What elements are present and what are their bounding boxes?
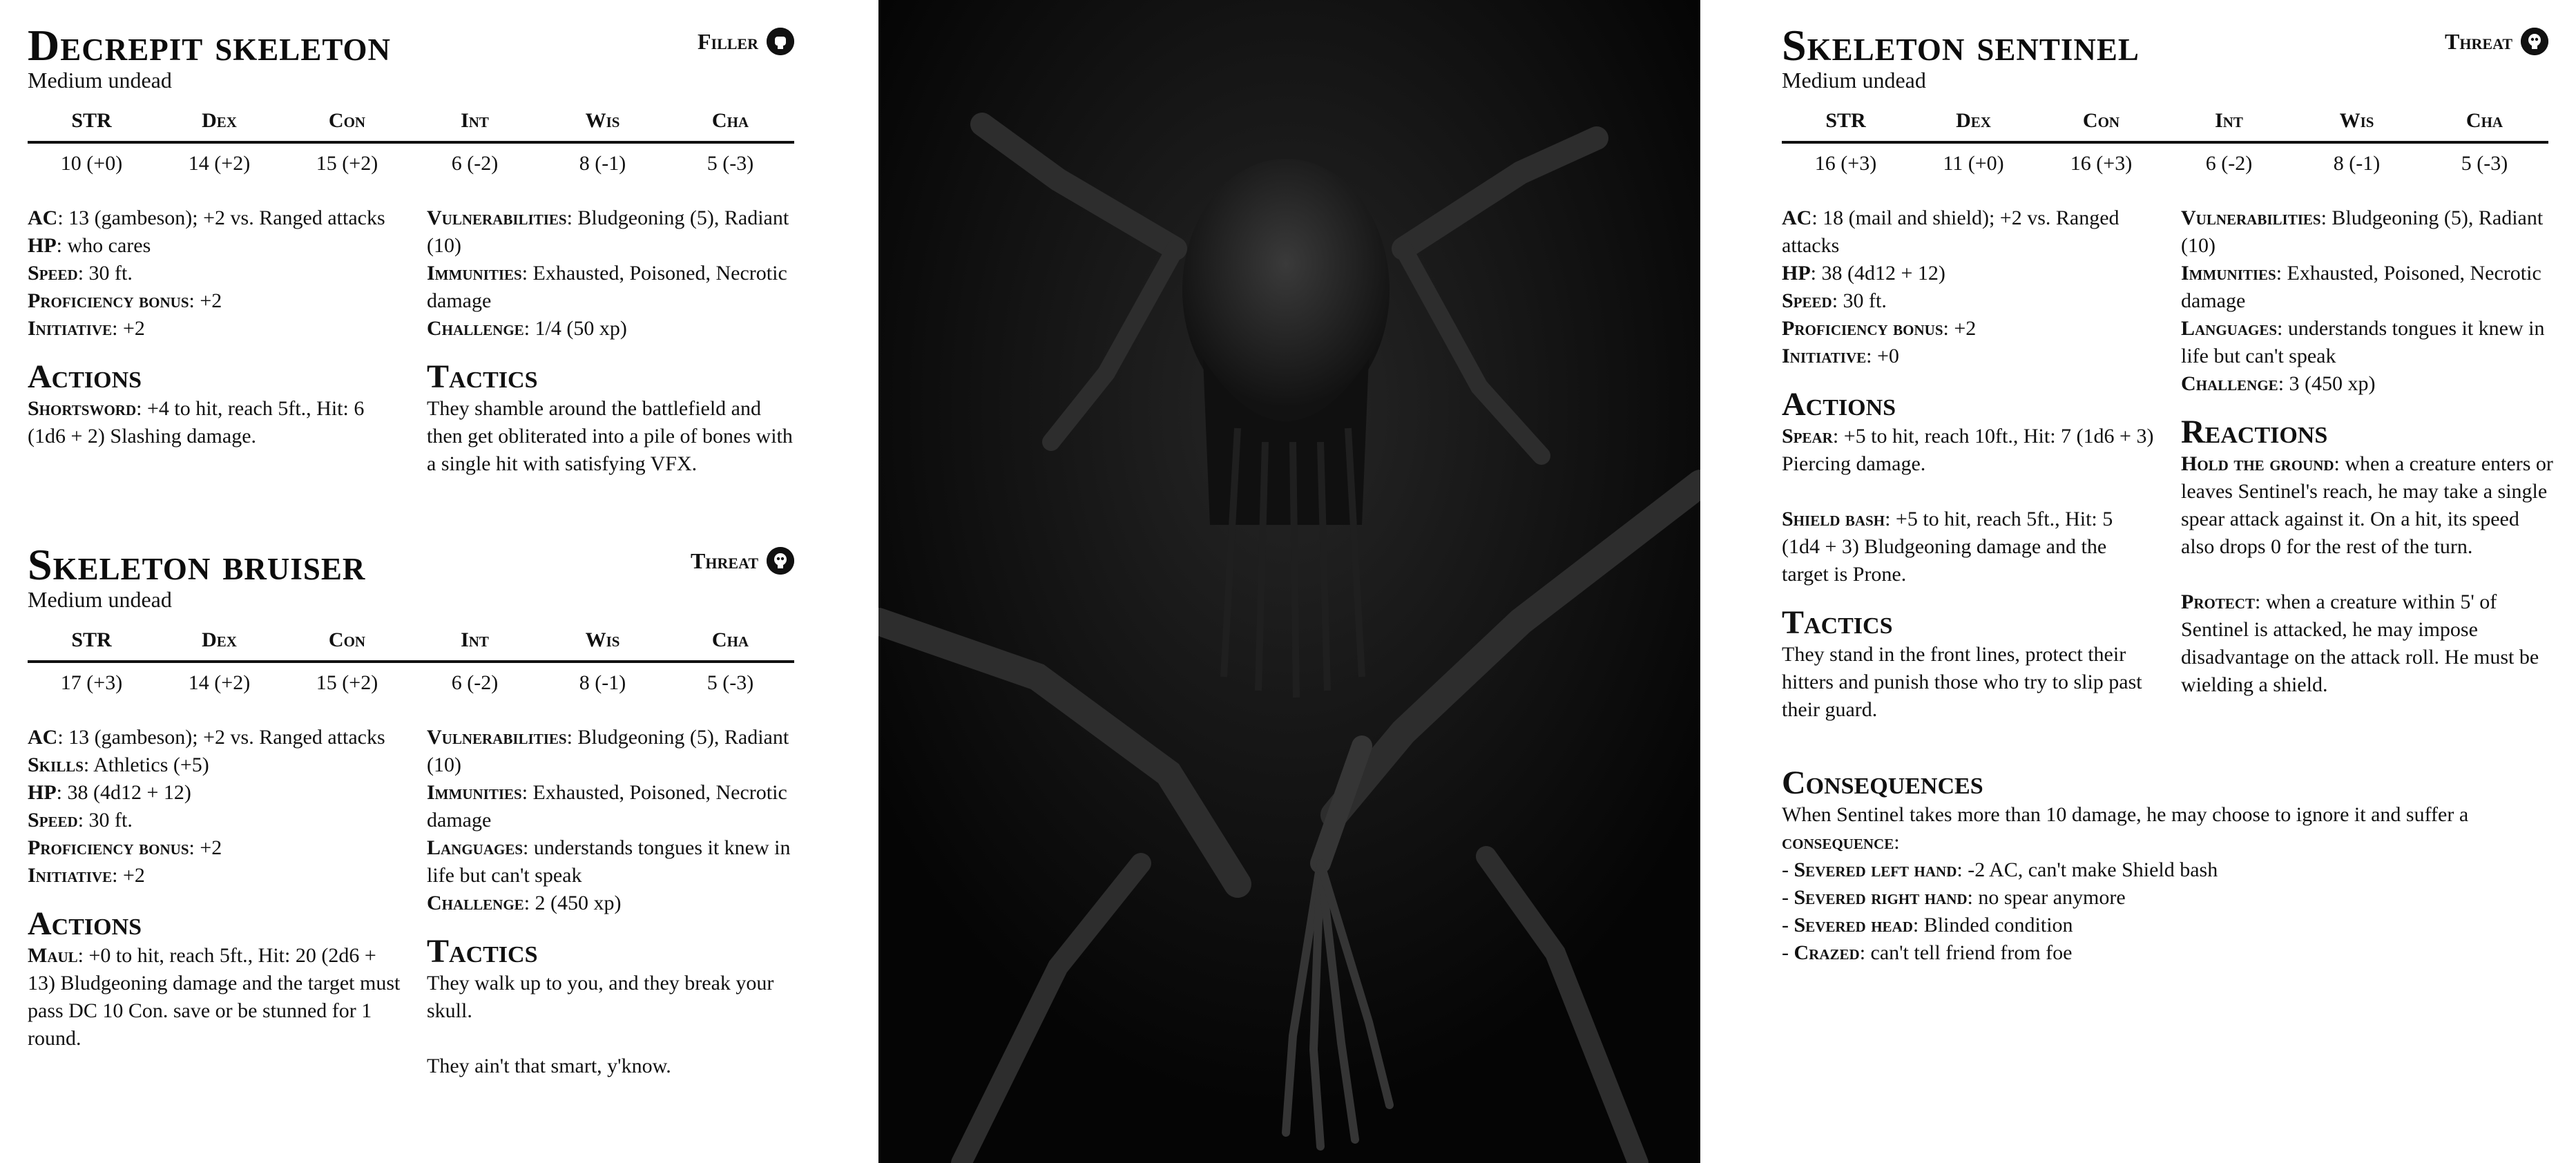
- stat-value-con: 15 (+2): [316, 152, 378, 175]
- challenge: Challenge: 2 (450 xp): [427, 892, 622, 914]
- stat-header-int: Int: [2215, 109, 2243, 132]
- stat-value-str: 10 (+0): [60, 152, 123, 175]
- ability-scores: [28, 110, 794, 174]
- stat-value-con: 15 (+2): [316, 671, 378, 694]
- armor-class: AC: 13 (gambeson); +2 vs. Ranged attacks: [28, 726, 385, 749]
- vulnerabilities: Vulnerabilities: Bludgeoning (5), Radiant (10): [427, 726, 789, 776]
- monster-name: Skeleton bruiser: [28, 540, 366, 589]
- monster-type: Medium undead: [28, 68, 172, 93]
- languages: Languages: understands tongues it knew in life but can't speak: [427, 836, 791, 887]
- ability-scores: [28, 630, 794, 693]
- reaction-protect: Protect: when a creature within 5' of Sentinel is attacked, he may impose disadvantage on the attack roll. He must be wielding a shield.: [2181, 590, 2539, 696]
- tier-text: Filler: [697, 29, 758, 54]
- stat-header-con: Con: [2082, 109, 2120, 132]
- stat-header-dex: Dex: [202, 109, 237, 132]
- immunities: Immunities: Exhausted, Poisoned, Necrotic damage: [427, 262, 787, 312]
- consequences-heading: Consequences: [1782, 765, 1983, 801]
- proficiency-bonus: Proficiency bonus: +2: [28, 289, 222, 312]
- tier-text: Threat: [691, 548, 758, 573]
- stat-block-left: [1782, 204, 2155, 724]
- stat-header-cha: Cha: [2466, 109, 2503, 132]
- tactics-text: They shamble around the battlefield and then get obliterated into a pile of bones with a single hit with satisfying VFX.: [427, 397, 793, 475]
- card-decrepit-skeleton: [28, 23, 794, 521]
- fist-icon: [767, 28, 794, 55]
- tier-label: [691, 547, 794, 575]
- action-maul: Maul: +0 to hit, reach 5ft., Hit: 20 (2d6 + 13) Bludgeoning damage and the target must pass DC 10 Con. save or be stunned for 1 round.: [28, 944, 401, 1050]
- card-skeleton-sentinel: [1782, 21, 2553, 990]
- reactions-heading: Reactions: [2181, 414, 2328, 450]
- stat-header-dex: Dex: [1956, 109, 1991, 132]
- immunities: Immunities: Exhausted, Poisoned, Necrotic damage: [2181, 262, 2541, 312]
- stat-value-dex: 14 (+2): [188, 152, 251, 175]
- stat-value-wis: 8 (-1): [579, 152, 626, 175]
- monster-type: Medium undead: [1782, 68, 1926, 93]
- challenge: Challenge: 3 (450 xp): [2181, 372, 2376, 395]
- tier-label: [2445, 28, 2548, 55]
- stat-header-cha: Cha: [711, 628, 749, 651]
- tier-text: Threat: [2445, 29, 2512, 54]
- actions-heading: Actions: [28, 358, 142, 395]
- proficiency-bonus: Proficiency bonus: +2: [1782, 317, 1977, 340]
- stat-block-left: [28, 204, 401, 450]
- tier-label: [698, 28, 794, 55]
- speed: Speed: 30 ft.: [28, 809, 133, 832]
- stat-header-dex: Dex: [202, 628, 237, 651]
- stat-value-cha: 5 (-3): [707, 671, 754, 694]
- initiative: Initiative: +2: [28, 864, 145, 887]
- stat-header-wis: Wis: [585, 628, 620, 651]
- stat-header-str: STR: [1825, 109, 1866, 132]
- stat-header-int: Int: [461, 628, 489, 651]
- speed: Speed: 30 ft.: [28, 262, 133, 285]
- hit-points: HP: 38 (4d12 + 12): [28, 781, 191, 804]
- speed: Speed: 30 ft.: [1782, 289, 1887, 312]
- challenge: Challenge: 1/4 (50 xp): [427, 317, 627, 340]
- languages: Languages: understands tongues it knew in life but can't speak: [2181, 317, 2545, 367]
- stat-value-wis: 8 (-1): [579, 671, 626, 694]
- card-skeleton-bruiser: [28, 540, 794, 1151]
- stat-value-dex: 11 (+0): [1943, 152, 2004, 175]
- actions-heading: Actions: [28, 905, 142, 942]
- consequences-block: [1782, 767, 2548, 967]
- stat-header-str: STR: [71, 109, 112, 132]
- stat-value-str: 16 (+3): [1814, 152, 1877, 175]
- stat-value-cha: 5 (-3): [707, 152, 754, 175]
- stat-block-right: [427, 724, 800, 1080]
- consequence-item: - Severed left hand: -2 AC, can't make Shield bash: [1782, 858, 2218, 881]
- action-spear: Spear: +5 to hit, reach 10ft., Hit: 7 (1d6 + 3) Piercing damage.: [1782, 425, 2154, 475]
- stat-value-wis: 8 (-1): [2333, 152, 2381, 175]
- stat-value-int: 6 (-2): [451, 671, 499, 694]
- armor-class: AC: 13 (gambeson); +2 vs. Ranged attacks: [28, 206, 385, 229]
- monster-name: Decrepit skeleton: [28, 21, 392, 70]
- vulnerabilities: Vulnerabilities: Bludgeoning (5), Radiant (10): [2181, 206, 2544, 257]
- ability-scores: [1782, 110, 2548, 174]
- monster-name: Skeleton sentinel: [1782, 21, 2140, 70]
- skull-fist-icon: [2521, 28, 2548, 55]
- hit-points: HP: 38 (4d12 + 12): [1782, 262, 1945, 285]
- tactics-text-2: They ain't that smart, y'know.: [427, 1055, 671, 1077]
- tactics-text: They stand in the front lines, protect their hitters and punish those who try to slip past their guard.: [1782, 643, 2142, 721]
- stat-header-cha: Cha: [711, 109, 749, 132]
- action-shield-bash: Shield bash: +5 to hit, reach 5ft., Hit: 5 (1d4 + 3) Bludgeoning damage and the target is Prone.: [1782, 508, 2113, 586]
- immunities: Immunities: Exhausted, Poisoned, Necrotic damage: [427, 781, 787, 832]
- actions-heading: Actions: [1782, 386, 1896, 423]
- stat-header-int: Int: [461, 109, 489, 132]
- monster-type: Medium undead: [28, 587, 172, 612]
- armor-class: AC: 18 (mail and shield); +2 vs. Ranged attacks: [1782, 206, 2120, 257]
- consequence-item: - Severed right hand: no spear anymore: [1782, 886, 2126, 909]
- stat-value-int: 6 (-2): [451, 152, 499, 175]
- stat-header-wis: Wis: [585, 109, 620, 132]
- skull-fist-icon: [767, 547, 794, 575]
- stat-value-cha: 5 (-3): [2461, 152, 2508, 175]
- tactics-heading: Tactics: [427, 933, 538, 970]
- reaction-hold-the-ground: Hold the ground: when a creature enters or leaves Sentinel's reach, he may take a single spear attack against it. On a hit, its speed also drops 0 for the rest of the turn.: [2181, 452, 2553, 558]
- stat-block-right: [427, 204, 800, 478]
- initiative: Initiative: +2: [28, 317, 145, 340]
- initiative: Initiative: +0: [1782, 345, 1899, 367]
- stat-header-con: Con: [328, 628, 366, 651]
- tactics-heading: Tactics: [427, 358, 538, 395]
- tactics-heading: Tactics: [1782, 604, 1893, 641]
- stat-header-wis: Wis: [2339, 109, 2374, 132]
- stat-block-right: [2181, 204, 2554, 699]
- stat-value-int: 6 (-2): [2205, 152, 2253, 175]
- stat-header-str: STR: [71, 628, 112, 651]
- stat-value-con: 16 (+3): [2070, 152, 2133, 175]
- stat-value-str: 17 (+3): [60, 671, 123, 694]
- stat-header-con: Con: [328, 109, 366, 132]
- skills: Skills: Athletics (+5): [28, 753, 209, 776]
- proficiency-bonus: Proficiency bonus: +2: [28, 836, 222, 859]
- consequence-item: - Crazed: can't tell friend from foe: [1782, 941, 2073, 964]
- action-shortsword: Shortsword: +4 to hit, reach 5ft., Hit: 6 (1d6 + 2) Slashing damage.: [28, 397, 365, 448]
- consequences-intro: When Sentinel takes more than 10 damage, he may choose to ignore it and suffer a consequence:: [1782, 803, 2469, 854]
- skeleton-artwork: [878, 0, 1700, 1163]
- consequence-item: - Severed head: Blinded condition: [1782, 914, 2073, 936]
- hit-points: HP: who cares: [28, 234, 151, 257]
- stat-block-left: [28, 724, 401, 1053]
- vulnerabilities: Vulnerabilities: Bludgeoning (5), Radiant (10): [427, 206, 789, 257]
- tactics-text: They walk up to you, and they break your skull.: [427, 972, 774, 1022]
- stat-value-dex: 14 (+2): [188, 671, 251, 694]
